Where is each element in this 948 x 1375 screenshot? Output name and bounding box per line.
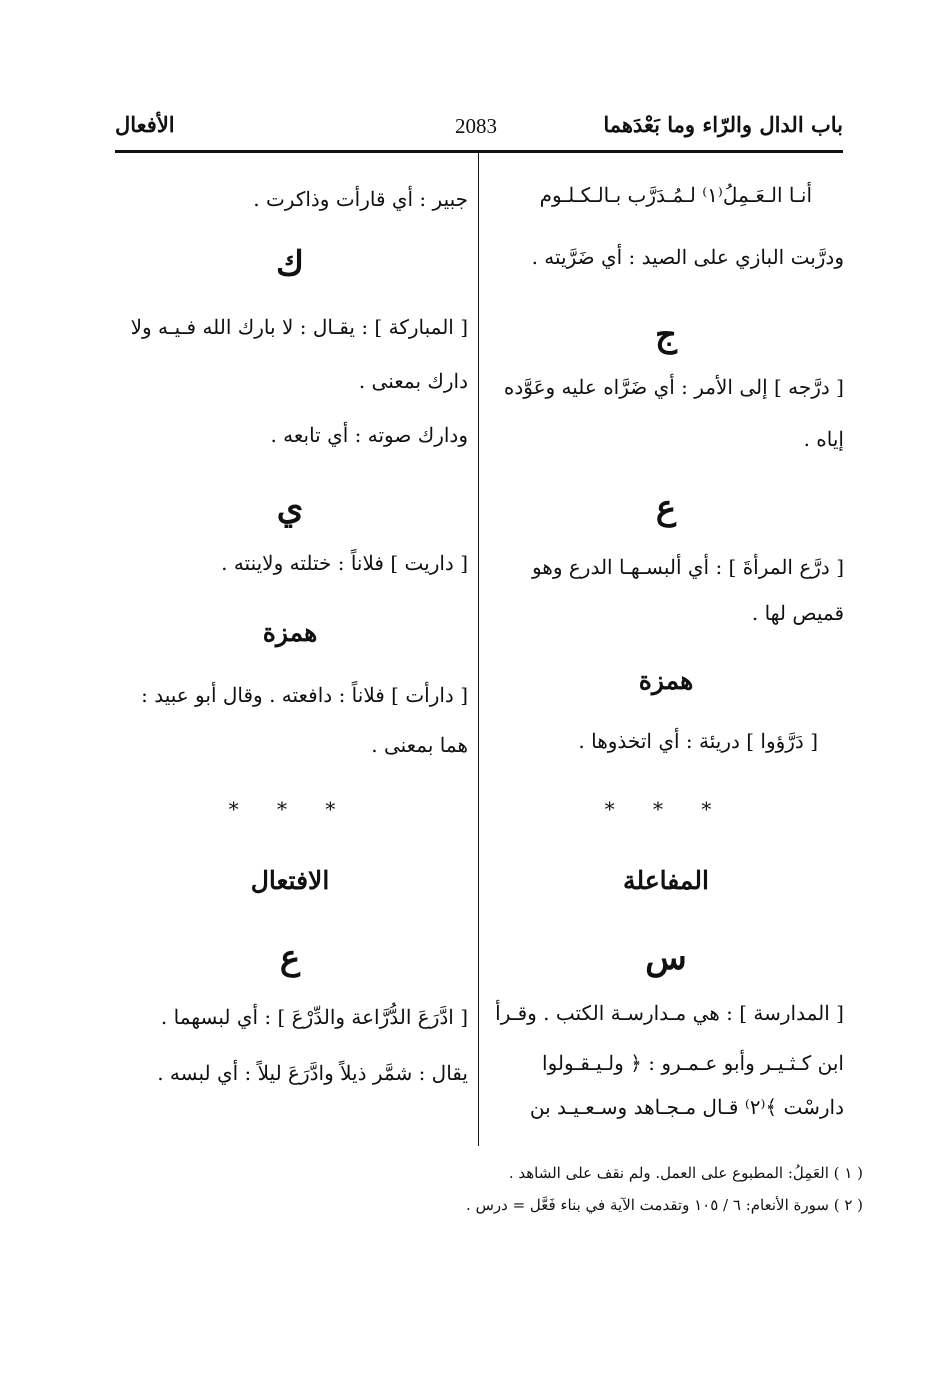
text-line: يقال : شمَّر ذيلاً وادَّرَعَ ليلاً : أي لبسه . bbox=[157, 1061, 468, 1085]
verse-line: أنـا الـعَـمِلُ⁽١⁾ لـمُـدَرَّب بـالـكـلـوم bbox=[539, 183, 812, 207]
letter-heading-ayn: ع bbox=[279, 938, 301, 978]
text-line: قميص لها . bbox=[751, 601, 844, 625]
letter-heading-ayn: ع bbox=[655, 488, 677, 528]
text-line: ابن كـثـيـر وأبو عـمـرو : ﴿ ولـيـقـولوا bbox=[542, 1051, 844, 1075]
section-title: باب الدال والرّاء وما بَعْدَهما bbox=[603, 112, 843, 137]
entry-darrau: [ دَرَّؤوا ] دريئة : أي اتخذوها . bbox=[578, 729, 818, 753]
text-line: دارك بمعنى . bbox=[358, 369, 468, 393]
section-separator: * * * bbox=[228, 797, 352, 821]
section-heading-hamza: همزة bbox=[262, 618, 318, 647]
footnote-2: ( ٢ ) سورة الأنعام: ٦ / ١٠٥ وتقدمت الآية في بناء فَعَّل = درس . bbox=[466, 1196, 863, 1214]
page-number: 2083 bbox=[455, 114, 497, 138]
text-line: إياه . bbox=[803, 427, 844, 451]
letter-heading-sin: س bbox=[645, 938, 687, 978]
entry-darayt: [ داريت ] فلاناً : ختلته ولاينته . bbox=[221, 551, 468, 575]
text-line: جبير : أي قارأت وذاكرت . bbox=[253, 187, 468, 211]
header-divider bbox=[115, 150, 843, 153]
letter-heading-jim: ج bbox=[655, 315, 677, 355]
entry-iddaraa: [ ادَّرَعَ الدُّرَّاعة والدِّرْعَ ] : أي لبسهما . bbox=[160, 1005, 468, 1029]
chapter-title: الأفعال bbox=[115, 112, 175, 137]
form-heading-mufaala: المفاعلة bbox=[623, 866, 709, 895]
entry-mudarasa: [ المدارسة ] : هي مـدارسـة الكتب . وقـرأ bbox=[495, 1001, 844, 1025]
section-heading-hamza: همزة bbox=[638, 666, 694, 695]
letter-heading-kaf: ك bbox=[275, 244, 305, 284]
text-line: هما بمعنى . bbox=[371, 733, 468, 757]
entry-daraat: [ دارأت ] فلاناً : دافعته . وقال أبو عبيد : bbox=[141, 683, 468, 707]
entry-mubaraka: [ المباركة ] : يقـال : لا بارك الله فـيـه ولا bbox=[130, 315, 468, 339]
section-separator: * * * bbox=[604, 797, 728, 821]
text-line: ودرَّبت البازي على الصيد : أي ضَرَّيته . bbox=[531, 245, 844, 269]
text-line: دارسْت ﴾⁽٢⁾ قـال مـجـاهد وسـعـيـد بن bbox=[529, 1095, 844, 1119]
letter-heading-ya: ي bbox=[276, 488, 304, 528]
entry-darrajahu: [ درَّجه ] إلى الأمر : أي ضَرَّاه عليه وعَوَّده bbox=[503, 375, 844, 399]
text-line: ودارك صوته : أي تابعه . bbox=[270, 423, 468, 447]
page-header bbox=[115, 108, 843, 150]
entry-darra: [ درَّع المرأةَ ] : أي ألبسـهـا الدرع وهو bbox=[531, 555, 844, 579]
column-divider bbox=[478, 152, 479, 1146]
form-heading-iftiaal: الافتعال bbox=[250, 866, 330, 895]
footnote-1: ( ١ ) العَمِلُ: المطبوع على العمل. ولم نقف على الشاهد . bbox=[508, 1164, 863, 1182]
